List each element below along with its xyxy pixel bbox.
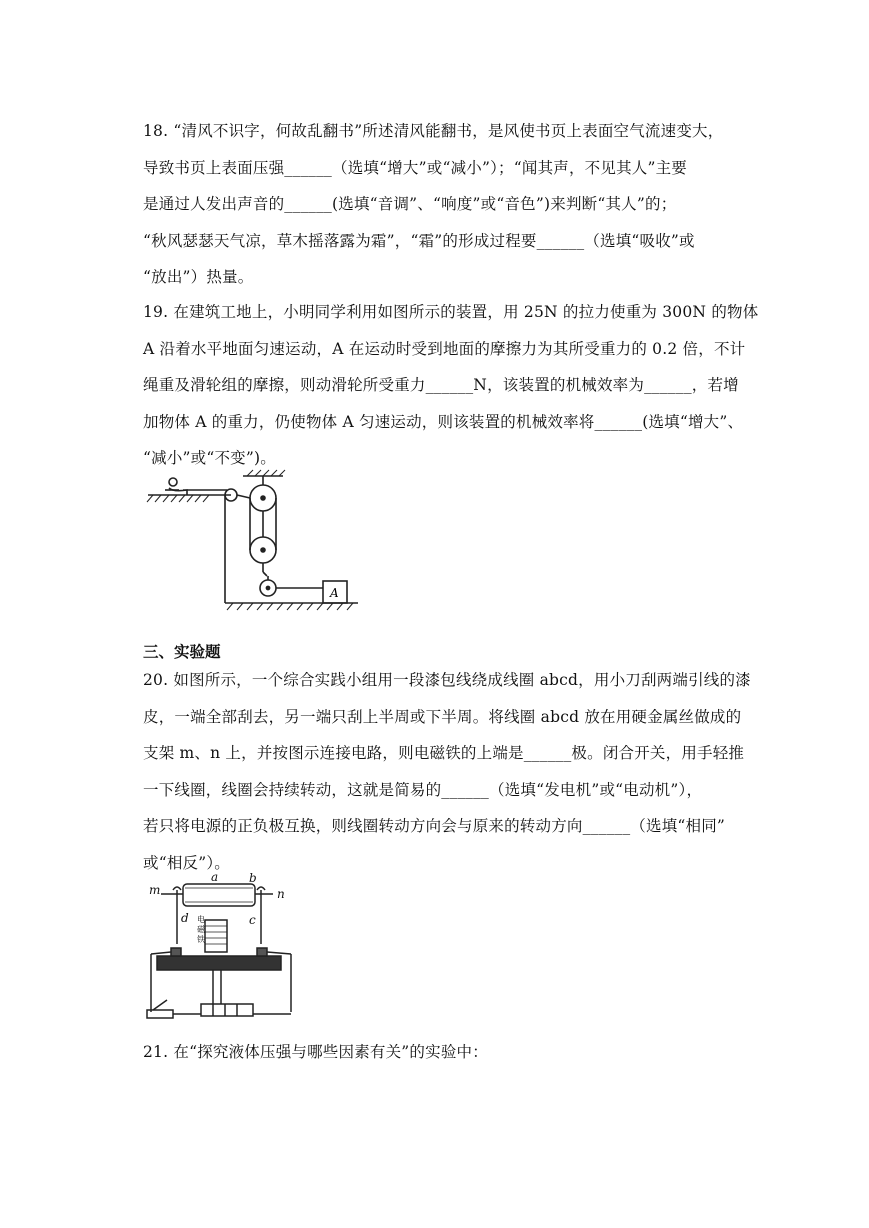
question-18	[143, 113, 733, 296]
question-20	[143, 662, 751, 881]
q19-line-1: 19. 在建筑工地上，小明同学利用如图所示的装置，用 25N 的拉力使重为 300N 的物体	[143, 303, 759, 321]
section-title: 三、实验题	[143, 642, 221, 661]
question-21	[143, 1034, 733, 1071]
q19-line-5: “减小”或“不变”)。	[143, 449, 276, 467]
label-c: c	[249, 913, 256, 927]
q21-line-1: 21. 在“探究液体压强与哪些因素有关”的实验中：	[143, 1043, 488, 1061]
label-m: m	[149, 883, 161, 897]
label-n: n	[277, 887, 285, 901]
label-b: b	[249, 872, 257, 885]
q18-line-5: “放出”）热量。	[143, 268, 254, 286]
q18-line-2: 导致书页上表面压强______（选填“增大”或“减小”）；“闻其声，不见其人”主要	[143, 158, 687, 177]
q19-line-2: A 沿着水平地面匀速运动，A 在运动时受到地面的摩擦力为其所受重力的 0.2 倍，不计	[143, 339, 746, 358]
magnet-label-1: 电	[197, 915, 205, 924]
q20-line-5: 若只将电源的正负极互换，则线圈转动方向会与原来的转动方向______（选填“相同”	[143, 817, 726, 835]
q18-line-3: 是通过人发出声音的______(选填“音调”、“响度”或“音色”)来判断“其人”的；	[143, 195, 677, 213]
block-a-label: A	[330, 586, 339, 600]
q19-line-4: 加物体 A 的重力，仍使物体 A 匀速运动，则该装置的机械效率将______(选填“增大”、	[143, 412, 744, 431]
q18-line-1: 18. “清风不识字，何故乱翻书”所述清风能翻书，是风使书页上表面空气流速变大，	[143, 122, 724, 140]
motor-figure	[143, 872, 308, 1027]
q19-line-3: 绳重及滑轮组的摩擦，则动滑轮所受重力______N，该装置的机械效率为______，若增	[143, 376, 739, 394]
magnet-label-3: 铁	[197, 935, 205, 944]
q20-line-4: 一下线圈，线圈会持续转动，这就是简易的______（选填“发电机”或“电动机”），	[143, 780, 703, 799]
q18-line-4: “秋风瑟瑟天气凉，草木摇落露为霜”，“霜”的形成过程要______（选填“吸收”或	[143, 231, 695, 250]
label-a: a	[211, 872, 219, 884]
q20-line-3: 支架 m、n 上，并按图示连接电路，则电磁铁的上端是______极。闭合开关，用手轻推	[143, 744, 745, 762]
q20-line-2: 皮，一端全部刮去，另一端只刮上半周或下半周。将线圈 abcd 放在用硬金属丝做成的	[143, 707, 742, 726]
magnet-label-2: 磁	[197, 925, 205, 934]
q20-line-6: 或“相反”）。	[143, 853, 230, 872]
pulley-figure	[143, 468, 368, 616]
q20-line-1: 20. 如图所示，一个综合实践小组用一段漆包线绕成线圈 abcd，用小刀刮两端引线的漆	[143, 671, 751, 689]
label-d: d	[181, 911, 189, 925]
question-19	[143, 294, 759, 477]
